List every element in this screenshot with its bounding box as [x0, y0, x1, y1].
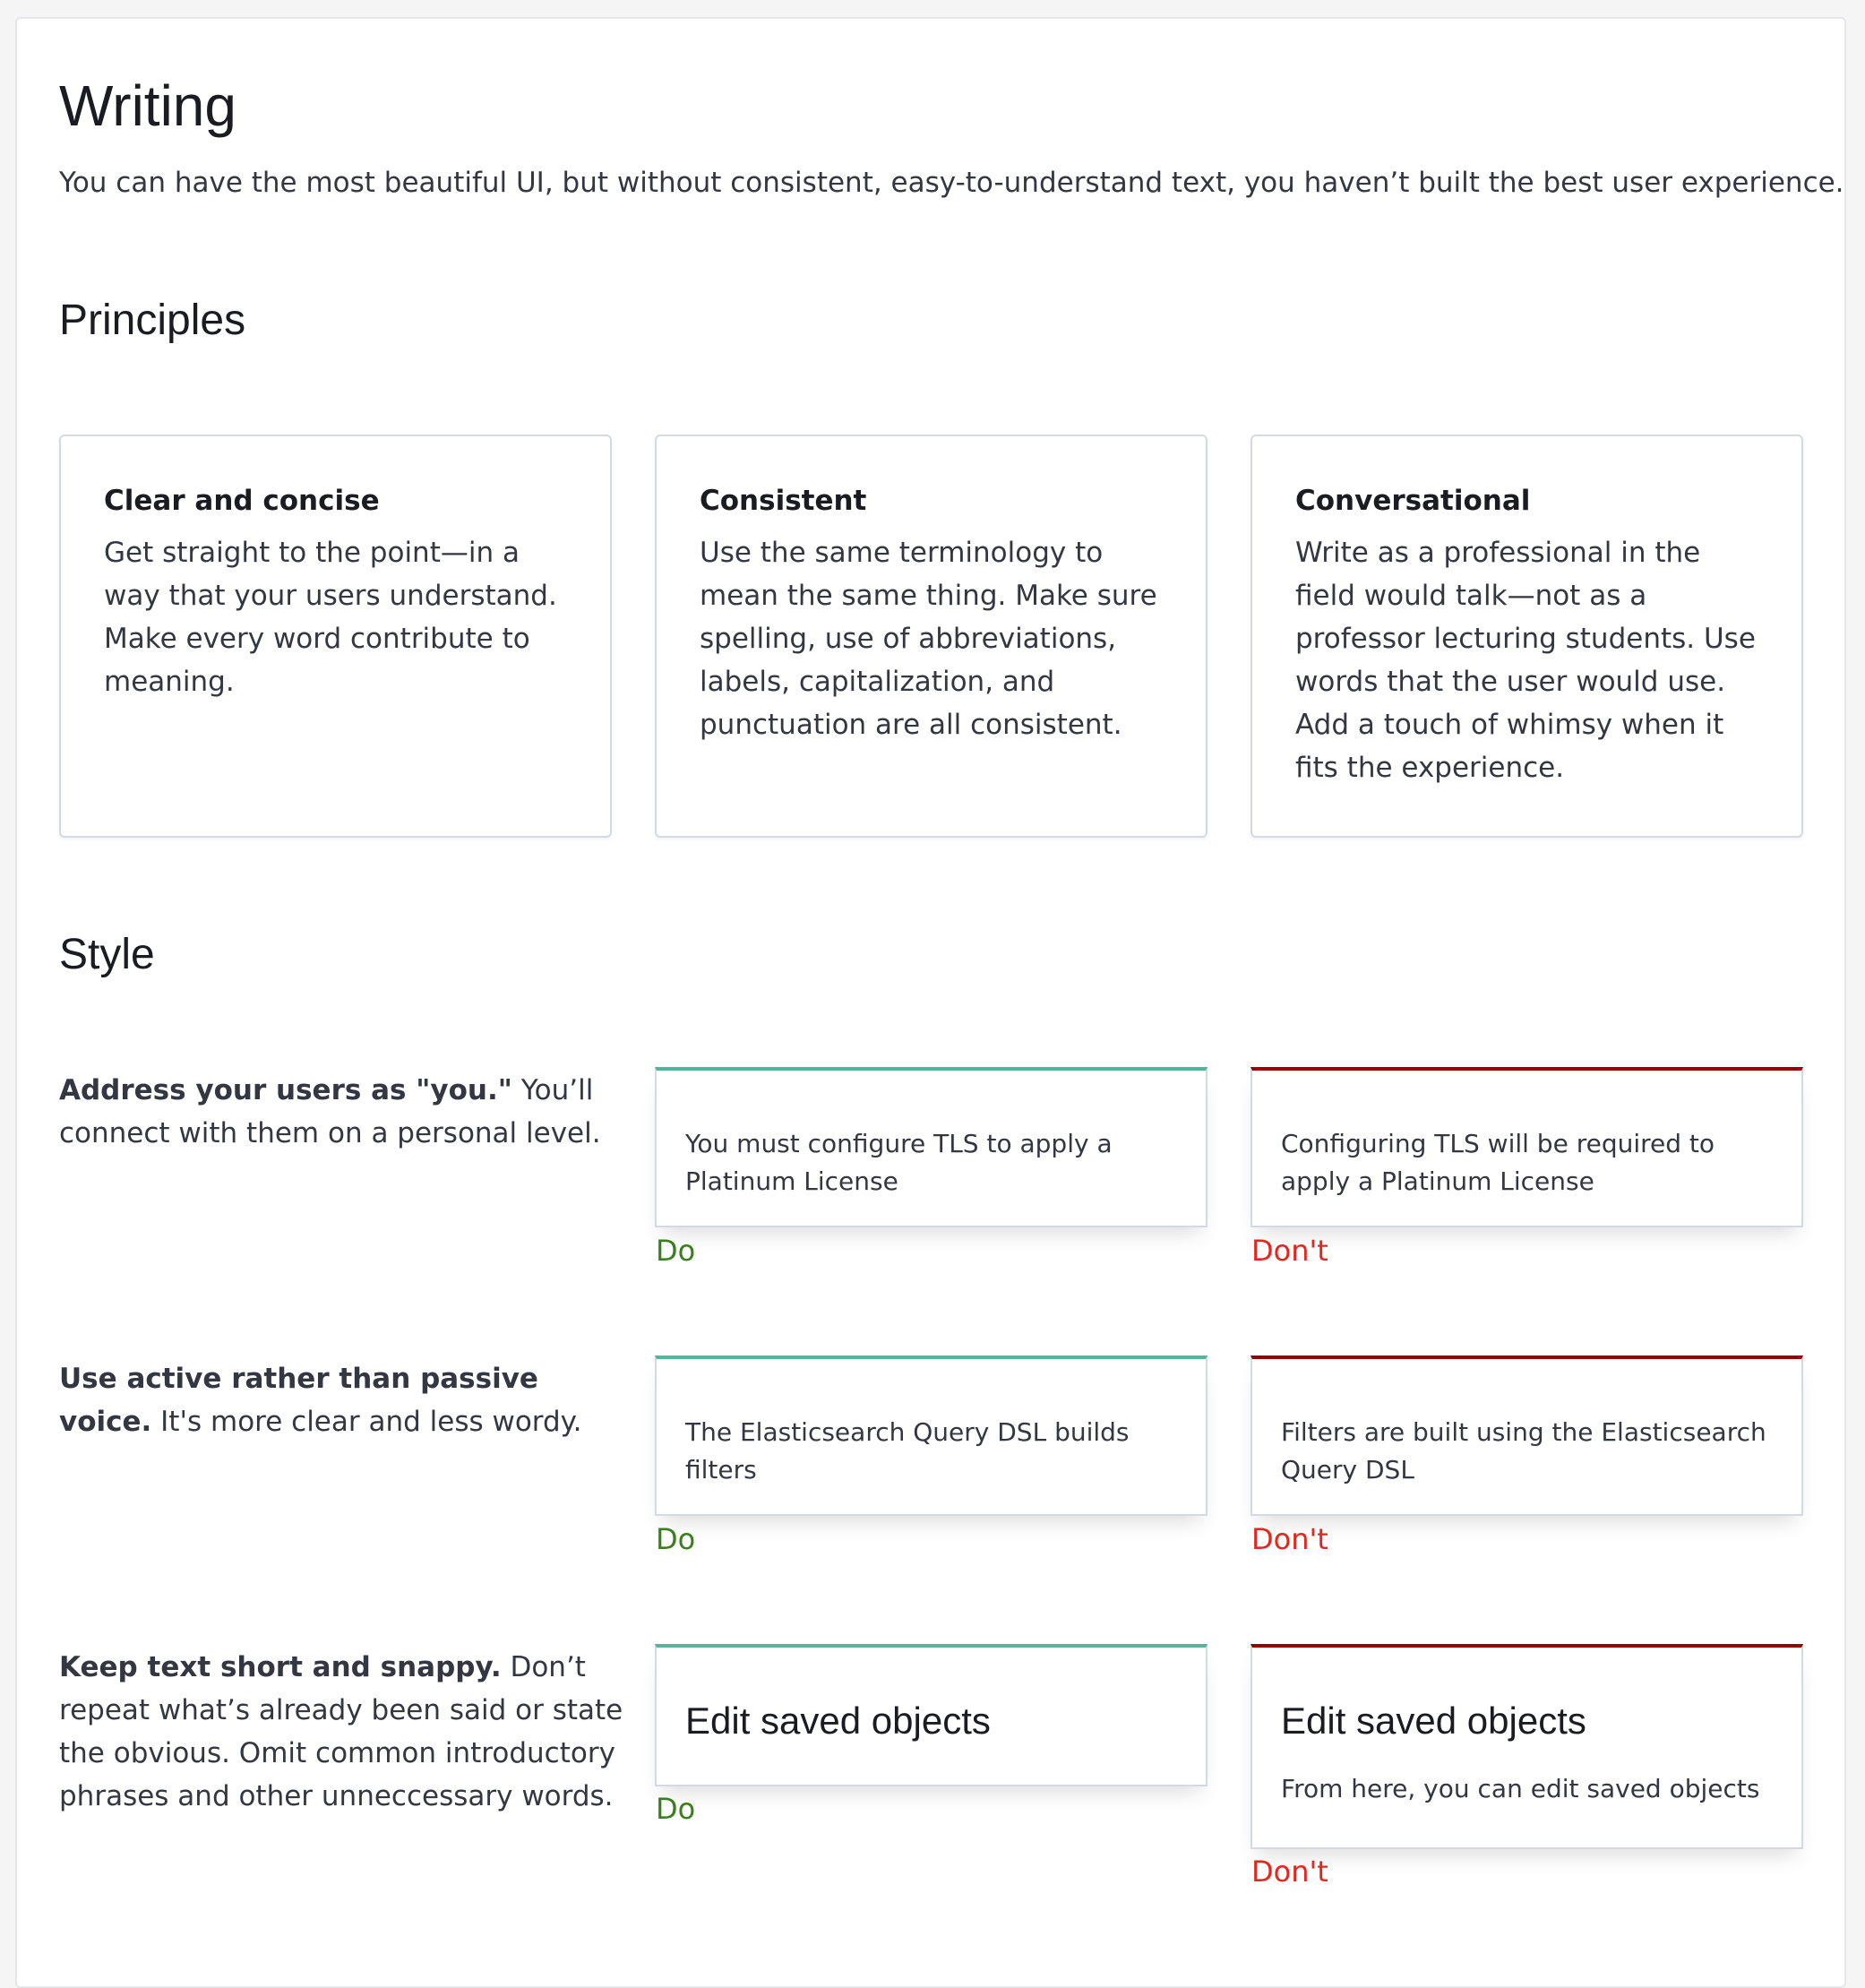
dont-example-box [1250, 1355, 1803, 1516]
dont-example-box [1250, 1644, 1803, 1849]
dont-example-subtext: From here, you can edit saved objects [1281, 1774, 1760, 1803]
dont-example-box [1250, 1067, 1803, 1227]
dont-example-text: Filters are built using the Elasticsearch Query DSL [1281, 1417, 1766, 1485]
do-label: Do [656, 1792, 696, 1826]
do-example-box [655, 1644, 1208, 1786]
style-rule-lead: Keep text short and snappy. [59, 1651, 502, 1683]
principle-title: Clear and concise [104, 485, 380, 517]
principle-text: Write as a professional in the field would talk—not as a professor lecturing students. Use words that the user would use. Add a touch of whimsy when it fits the experience. [1295, 537, 1756, 784]
dont-label: Don't [1251, 1234, 1328, 1268]
do-label: Do [656, 1234, 696, 1268]
style-rule-rest: It's more clear and less wordy. [151, 1406, 582, 1438]
dont-example-text: Configuring TLS will be required to apply a Platinum License [1281, 1129, 1715, 1196]
principle-card-clear [59, 435, 612, 838]
page-intro: You can have the most beautiful UI, but without consistent, easy-to-understand text, you haven’t built the best user experience. [59, 167, 1844, 199]
do-example-box [655, 1067, 1208, 1227]
style-rule-lead: Address your users as "you." [59, 1074, 512, 1106]
style-rule-description [59, 1069, 623, 1155]
principle-text: Get straight to the point—in a way that your users understand. Make every word contribute to meaning. [104, 537, 557, 698]
dont-label: Don't [1251, 1855, 1328, 1889]
dont-example-heading: Edit saved objects [1281, 1700, 1586, 1742]
do-example-box [655, 1355, 1208, 1516]
style-rule-rest: Don’t repeat what’s already been said or state the obvious. Omit common introductory phrases and other unneccessary words. [59, 1651, 623, 1812]
style-heading: Style [59, 931, 155, 978]
page-title: Writing [59, 73, 236, 138]
principle-card-consistent [655, 435, 1208, 838]
principle-title: Consistent [700, 485, 867, 517]
principles-heading: Principles [59, 297, 246, 344]
do-label: Do [656, 1522, 696, 1556]
style-rule-description [59, 1646, 623, 1818]
style-rule-rest: You’ll connect with them on a personal level. [59, 1074, 601, 1149]
style-rule-description [59, 1357, 623, 1443]
principle-title: Conversational [1295, 485, 1531, 517]
principle-card-conversational [1250, 435, 1803, 838]
do-example-text: You must configure TLS to apply a Platinum License [685, 1129, 1113, 1196]
do-example-heading: Edit saved objects [685, 1700, 991, 1742]
dont-label: Don't [1251, 1522, 1328, 1556]
style-rule-lead: Use active rather than passive voice. [59, 1363, 538, 1438]
do-example-text: The Elasticsearch Query DSL builds filters [685, 1417, 1130, 1485]
principle-text: Use the same terminology to mean the same thing. Make sure spelling, use of abbreviations, labels, capitalization, and punctuation are all consistent. [700, 537, 1157, 741]
